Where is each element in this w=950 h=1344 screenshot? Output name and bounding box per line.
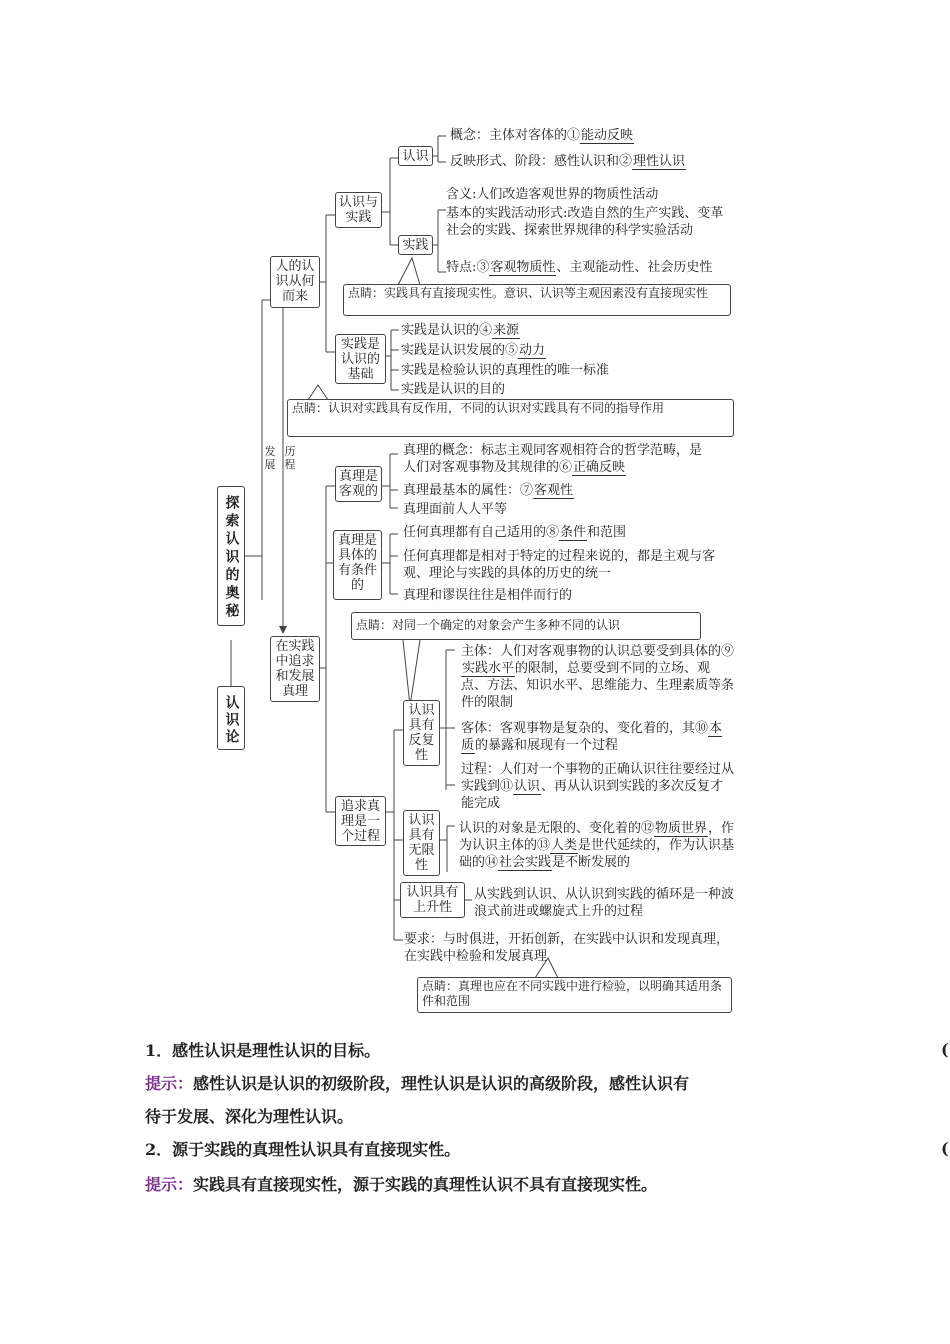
truth-condition-post: 和范围 xyxy=(587,525,627,540)
basis-4-text: 实践是认识的目的 xyxy=(401,382,506,397)
subject-text-post: 的限制，总要受到不同的立场、观点、方法、知识水平、思维能力、生理素质等条件的限制 xyxy=(461,661,735,710)
basis-3-text: 实践是检验认识的真理性的唯一标准 xyxy=(401,363,610,378)
truth-error-text: 真理和谬误往往是相伴而行的 xyxy=(403,588,573,603)
note-4 xyxy=(417,977,732,1013)
root-label: 探索认识的奥秘 xyxy=(223,495,240,621)
root-node xyxy=(217,486,245,626)
hint-2 xyxy=(145,1174,657,1196)
truth-equal-text: 真理面前人人平等 xyxy=(403,502,508,517)
truth-attribute-text: 真理最基本的属性：⑦ xyxy=(403,483,534,498)
basis-3 xyxy=(401,362,609,379)
node-ascending xyxy=(400,882,465,918)
truth-condition xyxy=(403,524,626,541)
basic-forms-line xyxy=(446,205,736,239)
basis-2 xyxy=(401,342,546,359)
note-3 xyxy=(351,612,701,640)
note-1-text: 点睛：实践具有直接现实性。意识、认识等主观因素没有直接现实性 xyxy=(348,286,709,300)
side-label-history xyxy=(284,445,296,471)
answer-10: 本质 xyxy=(461,721,723,753)
truth-condition-text: 任何真理都有自己适用的⑧ xyxy=(403,525,560,540)
node-truth-concrete xyxy=(333,530,382,600)
hint-2-label: 提示： xyxy=(145,1175,194,1194)
node-knowledge-practice xyxy=(335,192,382,228)
note-2-text: 点睛：认识对实践具有反作用，不同的认识对实践具有不同的指导作用 xyxy=(292,401,665,415)
root-subject-label: 认识论 xyxy=(223,695,240,746)
answer-4: 来源 xyxy=(493,323,520,338)
infinity-text: 认识的对象是无限的、变化着的⑫ xyxy=(459,821,655,836)
truth-concept-text: 真理的概念：标志主观同客观相符合的哲学范畴，是人们对客观事物及其规律的⑥ xyxy=(403,443,703,475)
basic-forms-text: 基本的实践活动形式:改造自然的生产实践、变革社会的实践、探索世界规律的科学实验活动 xyxy=(446,206,724,238)
root-subject-node xyxy=(217,686,245,750)
answer-paren-1-text: ( xyxy=(941,1040,949,1059)
answer-3: 客观物质性 xyxy=(490,260,556,275)
form-text: 反映形式、阶段：感性认识和② xyxy=(450,154,633,169)
answer-12: 物质世界 xyxy=(655,821,708,836)
infinity-text-post: 是不断发展的 xyxy=(552,855,631,870)
truth-relative xyxy=(403,548,723,582)
side-develop-text: 发展 xyxy=(264,445,276,471)
process-text-post: 、再从认识到实践的多次反复才能完成 xyxy=(461,779,724,811)
concept-line xyxy=(450,127,634,144)
node-repetition xyxy=(403,700,440,766)
answer-14: 社会实践 xyxy=(499,855,552,870)
truth-relative-text: 任何真理都是相对于特定的过程来说的，都是主观与客观、理论与实践的具体的历史的统一 xyxy=(403,549,716,581)
answer-11: 认识 xyxy=(514,779,541,794)
answer-paren-1[interactable] xyxy=(941,1040,949,1059)
node-infinity xyxy=(403,810,440,876)
basis-1 xyxy=(401,322,520,339)
side-label-develop xyxy=(264,445,276,471)
answer-1: 能动反映 xyxy=(581,128,634,143)
node-truth-concrete-label: 真理是具体的有条件的 xyxy=(337,533,377,593)
meaning-text: 含义:人们改造客观世界的物质性活动 xyxy=(446,187,659,202)
note-2 xyxy=(287,399,734,437)
truth-error xyxy=(403,587,572,604)
branch-pursue-truth-label: 在实践中追求和发展真理 xyxy=(275,639,315,699)
node-knowledge-label: 认识 xyxy=(402,149,429,164)
hint-1-cont xyxy=(145,1106,353,1128)
repetition-process xyxy=(461,761,736,812)
node-truth-process xyxy=(335,796,386,846)
branch-pursue-truth xyxy=(270,636,320,702)
node-practice xyxy=(398,235,433,255)
node-repetition-label: 认识具有反复性 xyxy=(408,703,435,763)
answer-9: 实践水平 xyxy=(462,661,515,676)
node-knowledge-practice-label: 认识与实践 xyxy=(338,195,378,225)
feature-line xyxy=(446,259,712,276)
question-2 xyxy=(145,1139,460,1161)
truth-attribute xyxy=(403,482,574,499)
question-1-text: 1．感性认识是理性认识的目标。 xyxy=(145,1041,381,1060)
meaning-line xyxy=(446,186,658,203)
feature-text-post: 、主观能动性、社会历史性 xyxy=(556,260,713,275)
truth-equal xyxy=(403,501,507,518)
basis-4 xyxy=(401,381,505,398)
feature-text: 特点:③ xyxy=(446,260,490,275)
question-1 xyxy=(145,1040,380,1062)
repetition-object xyxy=(461,720,736,754)
process-text: 过程：人们对一个事物的正确认识往往要经过从实践到⑪ xyxy=(461,762,735,794)
node-ascending-label: 认识具有上升性 xyxy=(406,885,459,915)
subject-text: 主体：人们对客观事物的认识总要受到具体的⑨ xyxy=(461,644,735,659)
question-2-text: 2．源于实践的真理性认识具有直接现实性。 xyxy=(145,1140,461,1159)
node-practice-label: 实践 xyxy=(402,238,429,253)
object-text-post: 的暴露和展现有一个过程 xyxy=(475,738,619,753)
node-practice-basis xyxy=(335,334,386,384)
answer-7: 客观性 xyxy=(534,483,574,498)
note-3-text: 点睛：对同一个确定的对象会产生多种不同的认识 xyxy=(356,618,621,632)
node-truth-process-label: 追求真理是一个过程 xyxy=(340,799,380,844)
basis-1-text: 实践是认识的④ xyxy=(401,323,493,338)
node-practice-basis-label: 实践是认识的基础 xyxy=(340,337,380,382)
ascending-text-block xyxy=(474,886,736,920)
requirement-text: 要求：与时俱进，开拓创新，在实践中认识和发现真理，在实践中检验和发展真理 xyxy=(404,932,730,964)
node-truth-objective-label: 真理是客观的 xyxy=(338,469,378,499)
side-history-text: 历程 xyxy=(284,445,296,471)
truth-concept xyxy=(403,442,713,476)
hint-1-text-cont: 待于发展、深化为理性认识。 xyxy=(145,1107,354,1126)
node-truth-objective xyxy=(335,466,382,502)
branch-where-from xyxy=(270,256,320,308)
object-text: 客体：客观事物是复杂的、变化着的，其⑩ xyxy=(461,721,709,736)
infinity-text-mid2: 是世代延续的，作为认识基础的⑭ xyxy=(459,838,735,870)
answer-6: 正确反映 xyxy=(573,460,626,475)
branch-where-from-label: 人的认识从何而来 xyxy=(275,259,315,304)
answer-5: 动力 xyxy=(519,343,546,358)
concept-text: 概念：主体对客体的① xyxy=(450,128,581,143)
requirement-line xyxy=(404,931,736,965)
note-4-text: 点睛：真理也应在不同实践中进行检验，以明确其适用条件和范围 xyxy=(422,979,723,1008)
infinity-text-mid1: ，作为认识主体的⑬ xyxy=(459,821,735,853)
answer-paren-2[interactable] xyxy=(941,1139,949,1158)
node-infinity-label: 认识具有无限性 xyxy=(408,813,435,873)
hint-1-text: 感性认识是认识的初级阶段，理性认识是认识的高级阶段，感性认识有 xyxy=(193,1074,690,1093)
hint-1-label: 提示： xyxy=(145,1074,194,1093)
basis-2-text: 实践是认识发展的⑤ xyxy=(401,343,519,358)
answer-13: 人类 xyxy=(551,838,578,853)
infinity-text-block xyxy=(459,820,739,871)
answer-8: 条件 xyxy=(560,525,587,540)
ascending-text: 从实践到认识、从认识到实践的循环是一种波浪式前进或螺旋式上升的过程 xyxy=(474,887,735,919)
form-line xyxy=(450,153,686,170)
answer-paren-2-text: ( xyxy=(941,1139,949,1158)
note-1 xyxy=(343,284,731,316)
hint-1 xyxy=(145,1073,689,1095)
node-knowledge xyxy=(398,146,433,166)
hint-2-text: 实践具有直接现实性，源于实践的真理性认识不具有直接现实性。 xyxy=(193,1175,658,1194)
answer-2: 理性认识 xyxy=(633,154,686,169)
repetition-subject xyxy=(461,643,736,711)
